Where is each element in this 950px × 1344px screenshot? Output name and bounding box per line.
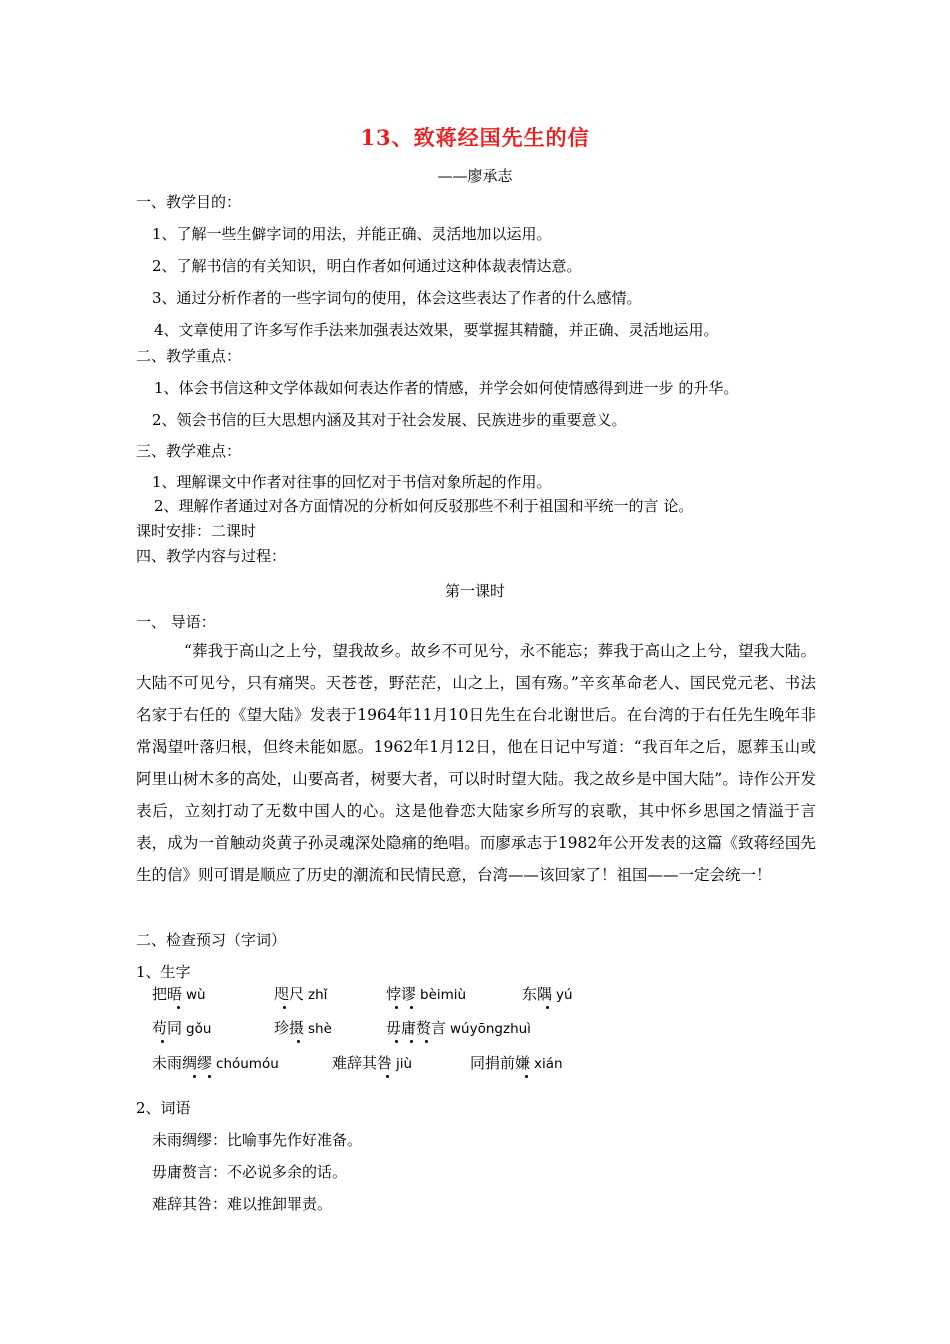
- focus-item: 1、体会书信这种文学体裁如何表达作者的情感，并学会如何使情感得到进一步 的升华。: [154, 379, 739, 397]
- emphasis-dot: [297, 1040, 300, 1043]
- emphasis-dot: [525, 1075, 528, 1078]
- intro-heading: 一、 导语：: [136, 613, 216, 631]
- char-entry: 同捐前嫌 xián: [470, 1054, 563, 1072]
- char-entry: 把晤 wù: [152, 985, 206, 1003]
- vocab-item: 毋庸赘言：不必说多余的话。: [152, 1163, 348, 1181]
- char-entry: 珍摄 shè: [274, 1019, 332, 1037]
- document-title: 13、致蒋经国先生的信: [360, 125, 590, 150]
- char-entry: 毋庸赘言 wúyōngzhuì: [386, 1019, 531, 1037]
- vocab-item: 未雨绸缪：比喻事先作好准备。: [152, 1131, 363, 1149]
- emphasis-dot: [395, 1040, 398, 1043]
- emphasis-dot: [425, 1040, 428, 1043]
- goal-item: 2、了解书信的有关知识，明白作者如何通过这种体裁表情达意。: [152, 257, 582, 275]
- emphasis-dot: [410, 1006, 413, 1009]
- preview-heading: 二、检查预习（字词）: [136, 931, 287, 949]
- char-entry: 难辞其咎 jiù: [332, 1054, 413, 1072]
- difficulty-heading: 三、教学难点：: [136, 442, 242, 460]
- emphasis-dot: [546, 1006, 549, 1009]
- vocab-item: 难辞其咎：难以推卸罪责。: [152, 1195, 333, 1213]
- char-entry: 东隅 yú: [522, 985, 573, 1003]
- difficulty-item: 2、理解作者通过对各方面情况的分析如何反驳那些不利于祖国和平统一的言 论。: [154, 497, 694, 515]
- intro-text: “葬我于高山之上兮，望我故乡。故乡不可见兮，永不能忘；葬我于高山之上兮，望我大陆。大陆不可见兮，只有痛哭。天苍苍，野茫茫，山之上，国有殇。”辛亥革命老人、国民党元老、书法名家于右任的《望大陆》发表于1964年11月10日先生在台北谢世后。在台湾的于右任先生晚年非常渴望叶落归根，但终未能如愿。1962年1月12日，他在日记中写道：“我百年之后，愿葬玉山或阿里山树木多的高处，山要高者，树要大者，可以时时望大陆。我之故乡是中国大陆”。诗作公开发表后，立刻打动了无数中国人的心。这是他眷恋大陆家乡所写的哀歌，其中怀乡思国之情溢于言表，成为一首触动炎黄子孙灵魂深处隐痛的绝唱。而廖承志于1982年公开发表的这篇《致蒋经国先生的信》则可谓是顺应了历史的潮流和民情民意，台湾——该回家了！祖国——一定会统一！: [136, 642, 816, 884]
- difficulty-item: 1、理解课文中作者对往事的回忆对于书信对象所起的作用。: [152, 473, 552, 491]
- author-line: ——廖承志: [437, 167, 513, 185]
- char-entry: 未雨绸缪 chóumóu: [152, 1054, 279, 1072]
- focus-item: 2、领会书信的巨大思想内涵及其对于社会发展、民族进步的重要意义。: [152, 411, 627, 429]
- char-entry: 悖谬 bèimiù: [386, 985, 467, 1003]
- chars-heading: 1、生字: [136, 963, 191, 981]
- intro-paragraph: [136, 635, 816, 891]
- content-heading: 四、教学内容与过程：: [136, 547, 287, 565]
- emphasis-dot: [193, 1075, 196, 1078]
- char-entry: 咫尺 zhǐ: [274, 985, 328, 1003]
- emphasis-dot: [410, 1040, 413, 1043]
- vocab-heading: 2、词语: [136, 1099, 191, 1117]
- goal-item: 1、了解一些生僻字词的用法，并能正确、灵活地加以运用。: [152, 225, 552, 243]
- emphasis-dot: [161, 1040, 164, 1043]
- char-entry: 苟同 gǒu: [152, 1019, 212, 1037]
- emphasis-dot: [395, 1006, 398, 1009]
- emphasis-dot: [386, 1075, 389, 1078]
- focus-heading: 二、教学重点：: [136, 347, 242, 365]
- goal-item: 3、通过分析作者的一些字词句的使用，体会这些表达了作者的什么感情。: [152, 289, 642, 307]
- lesson-title: 第一课时: [444, 582, 505, 600]
- emphasis-dot: [283, 1006, 286, 1009]
- emphasis-dot: [208, 1075, 211, 1078]
- emphasis-dot: [177, 1006, 180, 1009]
- goal-item: 4、文章使用了许多写作手法来加强表达效果，要掌握其精髓，并正确、灵活地运用。: [154, 321, 719, 339]
- schedule-line: 课时安排：二课时: [136, 522, 257, 540]
- goals-heading: 一、教学目的：: [136, 193, 242, 211]
